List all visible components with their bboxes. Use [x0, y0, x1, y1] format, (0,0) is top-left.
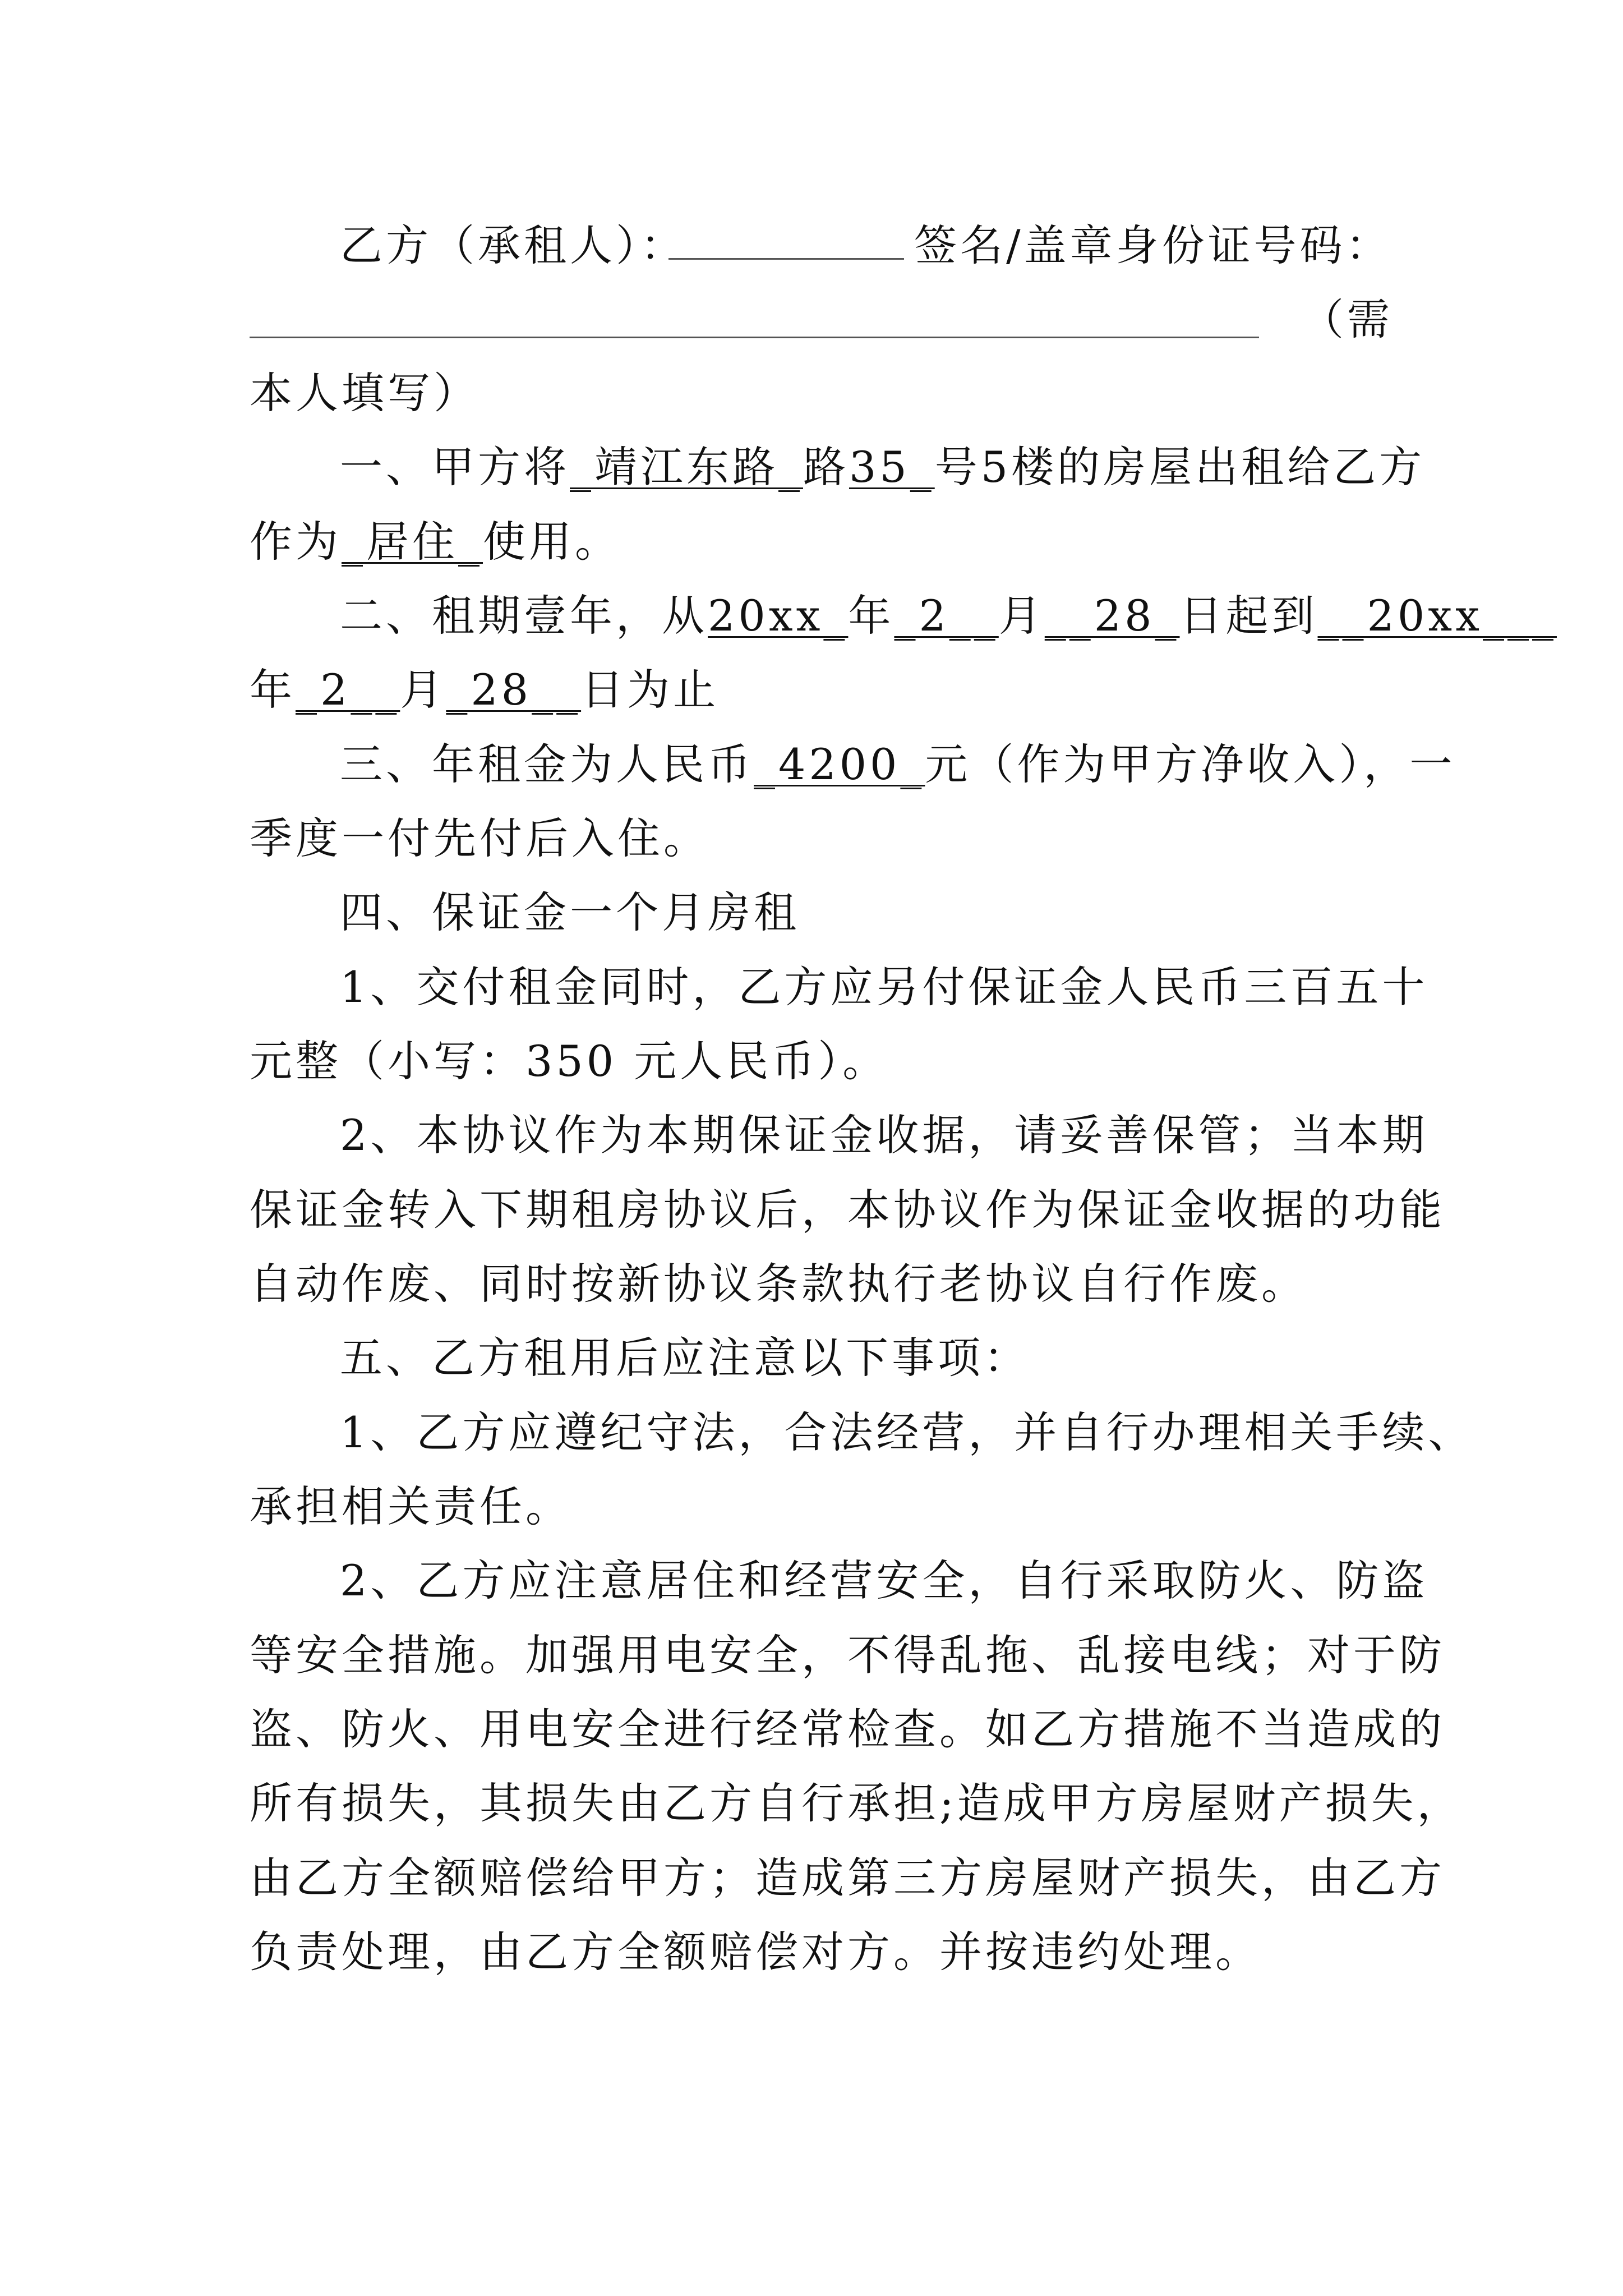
clause-5-2-line-3: 盗、防火、用电安全进行经常检查。如乙方措施不当造成的: [250, 1704, 1445, 1754]
tenant-name-blank[interactable]: [668, 258, 904, 260]
signature-id-label: 签名/盖章身份证号码：: [914, 220, 1392, 270]
clause-5-2-line-6: 负责处理，由乙方全额赔偿对方。并按违约处理。: [250, 1927, 1261, 1977]
clause-1-line-2: 作为_居住_使用。: [250, 517, 621, 567]
clause-4-2-line-1: 2、本协议作为本期保证金收据，请妥善保管；当本期: [340, 1110, 1428, 1160]
clause-4-heading: 四、保证金一个月房租: [340, 887, 800, 937]
clause-5-1-line-1: 1、乙方应遵纪守法，合法经营，并自行办理相关手续、: [340, 1407, 1474, 1457]
clause-2-line-2: 年_2__月_28__日为止: [250, 665, 720, 715]
id-number-blank[interactable]: [250, 337, 1259, 338]
clause-5-2-line-5: 由乙方全额赔偿给甲方；造成第三方房屋财产损失，由乙方: [250, 1853, 1445, 1903]
clause-4-2-line-3: 自动作废、同时按新协议条款执行老协议自行作废。: [250, 1259, 1307, 1309]
clause-4-1-line-1: 1、交付租金同时，乙方应另付保证金人民币三百五十: [340, 962, 1428, 1012]
clause-5-2-line-4: 所有损失，其损失由乙方自行承担;造成甲方房屋财产损失，: [250, 1778, 1463, 1828]
clause-4-2-line-2: 保证金转入下期租房协议后，本协议作为保证金收据的功能: [250, 1185, 1445, 1235]
fill-note-end: 本人填写）: [250, 368, 479, 418]
clause-1-line-1: 一、甲方将_靖江东路_路35_号5楼的房屋出租给乙方: [340, 442, 1426, 492]
clause-2-line-1: 二、租期壹年，从20xx_年_2__月__28_日起到__20xx___: [340, 591, 1557, 641]
clause-3-line-2: 季度一付先付后入住。: [250, 813, 709, 863]
tenant-label: 乙方（承租人）：: [340, 220, 686, 270]
clause-5-heading: 五、乙方租用后应注意以下事项：: [340, 1333, 1030, 1383]
clause-4-1-line-2: 元整（小写：350 元人民币）。: [250, 1036, 889, 1086]
clause-5-2-line-2: 等安全措施。加强用电安全，不得乱拖、乱接电线；对于防: [250, 1630, 1445, 1680]
clause-3-line-1: 三、年租金为人民币_4200_元（作为甲方净收入），一: [340, 739, 1456, 789]
clause-5-2-line-1: 2、乙方应注意居住和经营安全，自行采取防火、防盗: [340, 1556, 1428, 1605]
fill-note-start: （需: [1301, 295, 1393, 344]
clause-5-1-line-2: 承担相关责任。: [250, 1481, 571, 1531]
